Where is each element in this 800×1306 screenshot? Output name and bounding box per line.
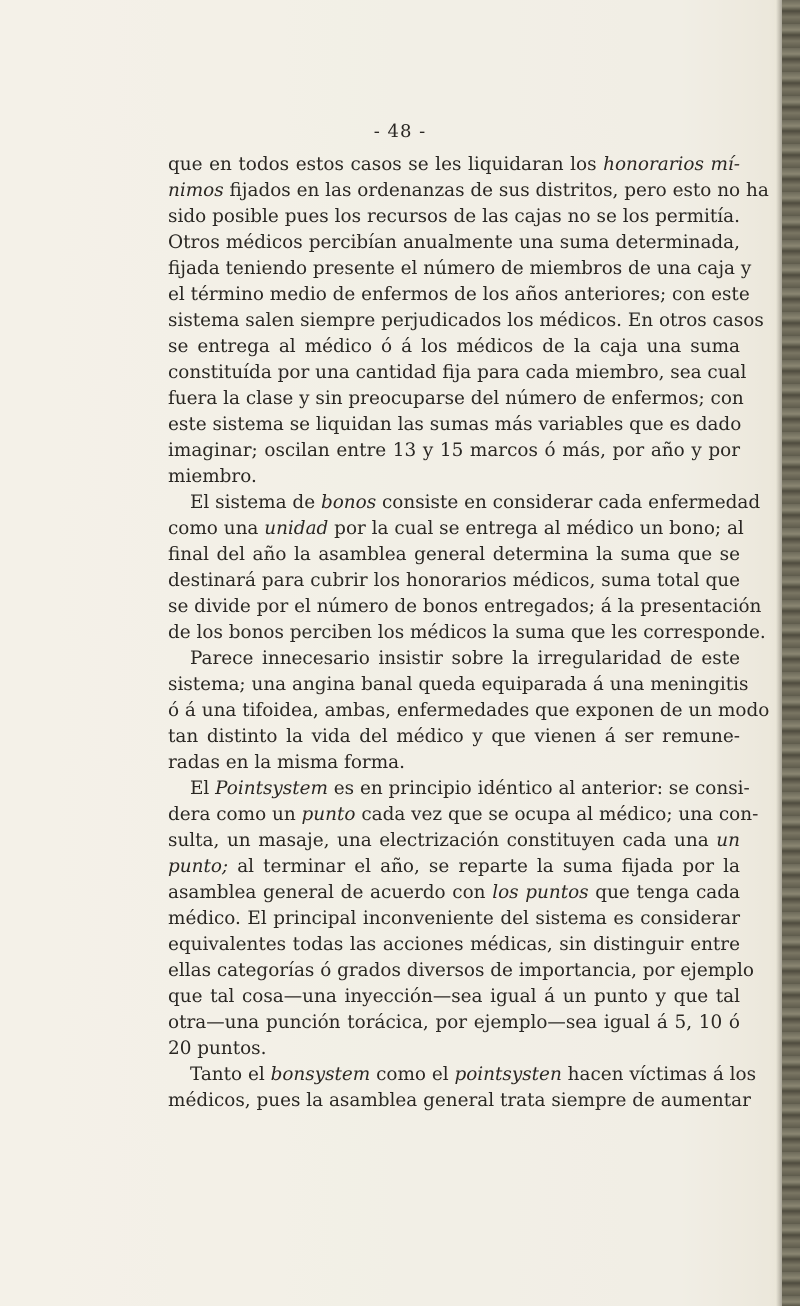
text-segment: fijados en las ordenanzas de sus distritos, pero esto no ha [223, 180, 769, 201]
text-segment: Parece innecesario insistir sobre la irregularidad de este [190, 648, 740, 669]
italic-text: bonsystem [270, 1064, 371, 1085]
text-segment: 20 puntos. [168, 1038, 267, 1059]
text-line [168, 464, 740, 490]
text-segment: que tenga cada [588, 882, 740, 903]
text-line [168, 282, 750, 308]
text-segment: Otros médicos percibían anualmente una suma determinada, [168, 232, 740, 253]
text-line [168, 152, 740, 178]
italic-text: nimos [168, 180, 224, 201]
text-segment: consiste en considerar cada enfermedad [376, 492, 761, 513]
text-segment: se divide por el número de bonos entregados; á la presentación [168, 596, 762, 617]
text-segment: otra—una punción torácica, por ejemplo—sea igual á 5, 10 ó [168, 1012, 740, 1033]
text-line [168, 854, 740, 880]
text-segment: sistema; una angina banal queda equiparada á una meningitis [168, 674, 749, 695]
text-segment: médico. El principal inconveniente del sistema es considerar [168, 908, 740, 929]
text-line [168, 620, 766, 646]
text-segment: al terminar el año, se reparte la suma fijada por la [228, 856, 740, 877]
text-segment: equivalentes todas las acciones médicas, sin distinguir entre [168, 934, 740, 955]
text-segment: El sistema de [190, 492, 321, 513]
text-segment: Tanto el [190, 1064, 271, 1085]
text-segment: dera como un [168, 804, 302, 825]
text-segment: se entrega al médico ó á los médicos de la caja una suma [168, 336, 740, 357]
text-segment: radas en la misma forma. [168, 752, 405, 773]
text-line [168, 1088, 751, 1114]
text-segment: hacen víctimas á los [561, 1064, 757, 1085]
italic-text: un [716, 830, 740, 851]
text-line [168, 932, 740, 958]
text-segment: fijada teniendo presente el número de miembros de una caja y [168, 258, 752, 279]
text-segment: ellas categorías ó grados diversos de importancia, por ejemplo [168, 960, 754, 981]
italic-text: honorarios mí- [603, 154, 740, 175]
text-line [168, 880, 740, 906]
text-line [168, 906, 740, 932]
italic-text: Pointsystem [215, 778, 328, 799]
text-segment: cada vez que se ocupa al médico; una con- [355, 804, 759, 825]
text-line [168, 516, 744, 542]
text-line [168, 750, 740, 776]
text-segment: sido posible pues los recursos de las cajas no se los permitía. [168, 206, 740, 227]
text-line [168, 542, 740, 568]
text-segment: que en todos estos casos se les liquidaran los [168, 154, 604, 175]
page-stack-edge [782, 0, 800, 1306]
italic-text: punto [301, 804, 356, 825]
text-line [168, 958, 754, 984]
text-line [168, 724, 740, 750]
text-line [168, 204, 740, 230]
text-segment: ó á una tifoidea, ambas, enfermedades que exponen de un modo [168, 700, 770, 721]
text-line [168, 698, 770, 724]
text-line [168, 334, 740, 360]
text-line [168, 360, 747, 386]
text-line [168, 984, 740, 1010]
text-segment: este sistema se liquidan las sumas más variables que es dado [168, 414, 742, 435]
text-line [168, 490, 761, 516]
text-line [168, 386, 744, 412]
text-line [168, 1062, 757, 1088]
text-line [168, 438, 740, 464]
text-segment: asamblea general de acuerdo con [168, 882, 493, 903]
italic-text: pointsysten [454, 1064, 562, 1085]
italic-text: punto; [168, 856, 229, 877]
text-line [168, 828, 740, 854]
italic-text: unidad [264, 518, 329, 539]
text-line [168, 672, 749, 698]
text-segment: por la cual se entrega al médico un bono; al [328, 518, 744, 539]
text-segment: de los bonos perciben los médicos la suma que les corresponde. [168, 622, 766, 643]
text-line [168, 646, 740, 672]
text-line [168, 1010, 740, 1036]
text-segment: El [190, 778, 216, 799]
italic-text: los puntos [492, 882, 589, 903]
text-segment: como una [168, 518, 265, 539]
text-line [168, 1036, 740, 1062]
text-line [168, 412, 740, 438]
text-segment: es en principio idéntico al anterior: se consi- [327, 778, 750, 799]
body-text [168, 152, 770, 1114]
text-segment: imaginar; oscilan entre 13 y 15 marcos ó más, por año y por [168, 440, 740, 461]
text-segment: médicos, pues la asamblea general trata siempre de aumentar [168, 1090, 751, 1111]
text-segment: constituída por una cantidad fija para cada miembro, sea cual [168, 362, 747, 383]
text-segment: el término medio de enfermos de los años anteriores; con este [168, 284, 750, 305]
text-line [168, 308, 764, 334]
text-segment: sulta, un masaje, una electrización constituyen cada una [168, 830, 717, 851]
text-line [168, 178, 769, 204]
text-line [168, 802, 759, 828]
text-segment: tan distinto la vida del médico y que vienen á ser remune- [168, 726, 740, 747]
text-line [168, 594, 762, 620]
text-line [168, 230, 740, 256]
text-segment: fuera la clase y sin preocuparse del número de enfermos; con [168, 388, 744, 409]
text-segment: que tal cosa—una inyección—sea igual á un punto y que tal [168, 986, 740, 1007]
text-line [168, 256, 752, 282]
text-line [168, 776, 750, 802]
italic-text: bonos [320, 492, 377, 513]
text-segment: miembro. [168, 466, 257, 487]
text-segment: sistema salen siempre perjudicados los médicos. En otros casos [168, 310, 764, 331]
text-segment: como el [370, 1064, 455, 1085]
text-segment: final del año la asamblea general determina la suma que se [168, 544, 740, 565]
text-line [168, 568, 740, 594]
page-number: - 48 - [373, 121, 427, 142]
text-segment: destinará para cubrir los honorarios médicos, suma total que [168, 570, 740, 591]
